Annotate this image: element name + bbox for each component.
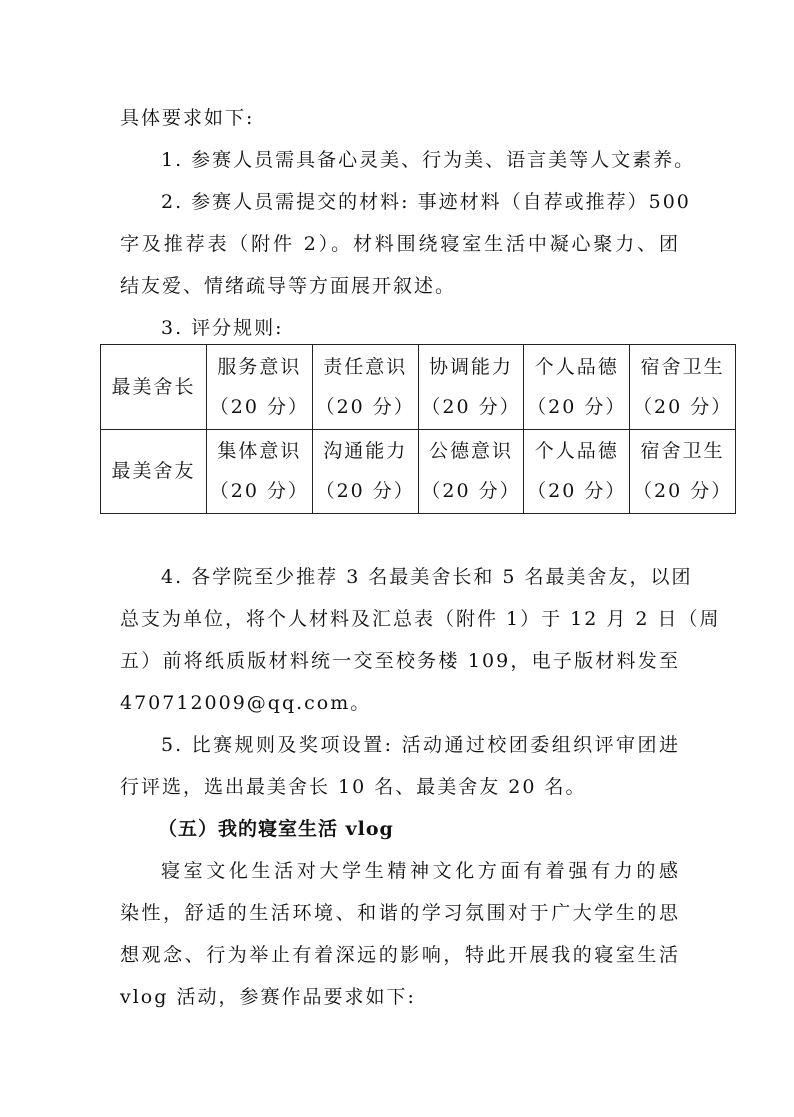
requirement-4-line-2: 总支为单位，将个人材料及汇总表（附件 1）于 12 月 2 日（周 (120, 608, 721, 630)
requirement-5-line-2: 行评选，选出最美舍长 10 名、最美舍友 20 名。 (120, 776, 587, 798)
section-paragraph-line-4: vlog 活动，参赛作品要求如下: (120, 986, 416, 1008)
criterion-score: （20 分） (632, 395, 733, 418)
table-cell (312, 345, 418, 430)
table-cell (524, 429, 630, 514)
criterion-score: （20 分） (315, 395, 415, 418)
criterion-score: （20 分） (421, 395, 521, 418)
table-cell (630, 429, 736, 514)
criterion-score: （20 分） (315, 480, 415, 503)
requirement-2-line-3: 结友爱、情绪疏导等方面展开叙述。 (120, 275, 457, 297)
row-category: 最美舍长 (101, 345, 207, 430)
section-paragraph-line-2: 染性，舒适的生活环境、和谐的学习氛围对于广大学生的思 (120, 902, 680, 924)
criterion-name: 服务意识 (217, 355, 302, 378)
criterion-name: 沟通能力 (323, 440, 408, 463)
row-category: 最美舍友 (101, 429, 207, 514)
table-cell (312, 429, 418, 514)
criterion-score: （20 分） (209, 480, 309, 503)
criterion-name: 集体意识 (217, 440, 302, 463)
table-row (101, 429, 736, 514)
criterion-name: 协调能力 (428, 355, 513, 378)
requirement-4-line-1: 4. 各学院至少推荐 3 名最美舍长和 5 名最美舍友，以团 (161, 566, 693, 588)
table-cell (207, 429, 313, 514)
requirement-2-line-2: 字及推荐表（附件 2）。材料围绕寝室生活中凝心聚力、团 (120, 233, 680, 255)
requirement-2-line-1: 2. 参赛人员需提交的材料: 事迹材料（自荐或推荐）500 (161, 191, 691, 213)
requirement-1: 1. 参赛人员需具备心灵美、行为美、语言美等人文素养。 (161, 149, 696, 171)
table-cell (630, 345, 736, 430)
requirement-4-line-4: 470712009@qq.com。 (120, 692, 372, 714)
criterion-score: （20 分） (632, 480, 733, 503)
criterion-score: （20 分） (527, 480, 627, 503)
section-paragraph-line-3: 想观念、行为举止有着深远的影响，特此开展我的寝室生活 (120, 944, 680, 966)
requirement-5-line-1: 5. 比赛规则及奖项设置: 活动通过校团委组织评审团进 (161, 734, 680, 756)
criterion-name: 责任意识 (323, 355, 408, 378)
criterion-name: 个人品德 (534, 355, 619, 378)
criterion-score: （20 分） (527, 395, 627, 418)
table-cell (418, 429, 524, 514)
criterion-score: （20 分） (421, 480, 521, 503)
table-row (101, 345, 736, 430)
table-cell (524, 345, 630, 430)
criterion-name: 宿舍卫生 (640, 440, 725, 463)
requirement-4-line-3: 五）前将纸质版材料统一交至校务楼 109，电子版材料发至 (120, 650, 680, 672)
criterion-score: （20 分） (209, 395, 309, 418)
table-cell (207, 345, 313, 430)
scoring-table (100, 344, 736, 514)
paragraph-intro: 具体要求如下: (120, 107, 255, 129)
criterion-name: 宿舍卫生 (640, 355, 725, 378)
criterion-name: 个人品德 (534, 440, 619, 463)
criterion-name: 公德意识 (428, 440, 513, 463)
table-cell (418, 345, 524, 430)
section-heading: （五）我的寝室生活 vlog (158, 818, 394, 840)
section-paragraph-line-1: 寝室文化生活对大学生精神文化方面有着强有力的感 (161, 860, 680, 882)
requirement-3: 3. 评分规则: (161, 317, 284, 339)
